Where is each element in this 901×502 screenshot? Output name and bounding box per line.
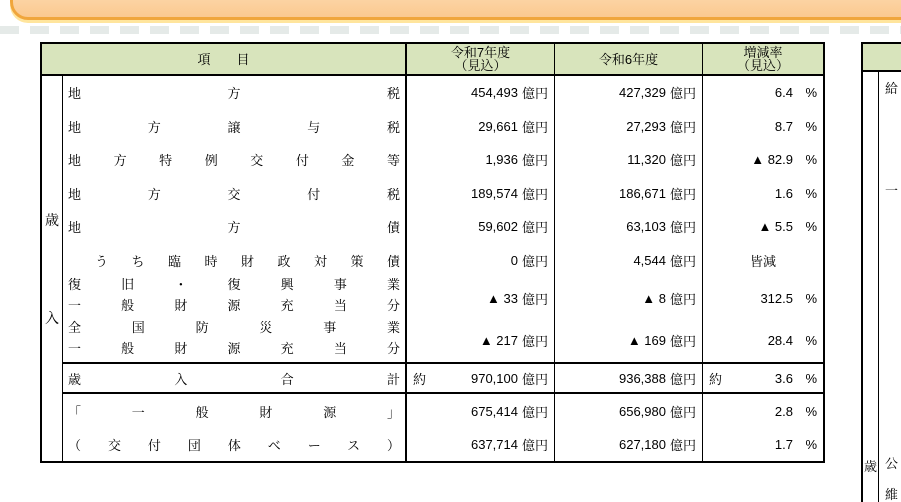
col-header-reiwa7: 令和7年度 （見込）	[407, 44, 555, 74]
title-banner	[10, 0, 901, 20]
item-label: うち臨時財政対策債	[95, 253, 400, 269]
value-r7: ▲ 217	[479, 333, 518, 349]
expenditure-item-maintenance: 維	[885, 487, 899, 502]
value-r6: 627,180	[618, 437, 666, 452]
value-r7: 675,414	[470, 403, 518, 419]
value-r7: ▲ 33	[487, 290, 518, 306]
value-r6: ▲ 169	[627, 333, 666, 349]
expenditure-item-salary: 給	[885, 81, 899, 96]
col-header-item-label: 項 目	[197, 51, 250, 67]
item-label: 地方譲与税	[68, 119, 400, 135]
item-label: （交付団体ベース）	[68, 438, 400, 453]
expenditure-item-general: 一	[885, 183, 899, 198]
item-label: 歳入合計	[68, 371, 400, 387]
value-r6: 4,544	[633, 252, 666, 268]
table-header-row	[42, 44, 823, 76]
col-header-rate: 増減率 （見込）	[736, 45, 789, 73]
value-r6: 427,329	[618, 85, 666, 101]
revenue-table	[40, 42, 825, 463]
approx-prefix: 約	[709, 371, 723, 387]
expenditure-header-cell	[863, 44, 901, 72]
value-rate: 1.6	[774, 185, 793, 201]
value-r7: 1,936	[485, 152, 518, 168]
value-r6: 656,980	[618, 403, 666, 419]
value-rate: 28.4	[767, 333, 793, 349]
value-r7: 454,493	[470, 85, 518, 101]
value-rate: 312.5	[760, 290, 793, 306]
value-r6: 63,103	[626, 219, 666, 235]
approx-prefix: 約	[413, 371, 427, 387]
value-rate: 3.6	[774, 370, 793, 386]
table-row-granted-entity-base: （交付団体ベース） 637,714 億円 627,180 億円 1.7 %	[63, 428, 823, 461]
value-r7: 637,714	[470, 437, 518, 452]
side-label-revenue: 歳 入	[42, 76, 63, 461]
table-row-temporary-fiscal-bonds: うち臨時財政対策債 0 億円 4,544 億円 皆減	[63, 244, 823, 278]
value-rate: ▲ 82.9	[751, 152, 793, 168]
col-header-item	[42, 44, 407, 74]
item-label-line2: 一般財源充当分	[68, 340, 400, 356]
table-row-local-allocation-tax: 地方交付税 189,574 億円 186,671 億円 1.6 %	[63, 177, 823, 211]
item-label: 「一般財源」	[68, 404, 400, 420]
value-r7: 29,661	[478, 118, 518, 134]
table-row-local-tax: 地方税 454,493 億円 427,329 億円 6.4 %	[63, 76, 823, 110]
value-r6: 186,671	[618, 185, 666, 201]
value-r7: 59,602	[478, 219, 518, 235]
side-label-expenditure: 歳	[863, 459, 877, 474]
decorative-dashes	[0, 26, 901, 34]
value-r6: 11,320	[627, 152, 666, 168]
item-label: 地方税	[68, 86, 400, 102]
value-r7: 189,574	[470, 185, 518, 201]
expenditure-table-partial	[861, 42, 901, 502]
item-label-line1: 全国防災事業	[68, 319, 400, 335]
table-rows	[63, 76, 823, 461]
table-row-revenue-total: 歳入合計 約 970,100 億円 936,388 億円 約 3.6 %	[63, 362, 823, 394]
col-header-reiwa6: 令和6年度	[555, 44, 703, 74]
value-r6: 936,388	[618, 370, 666, 386]
divider	[878, 72, 879, 502]
value-r6: ▲ 8	[642, 290, 666, 306]
table-row-general-revenue: 「一般財源」 675,414 億円 656,980 億円 2.8 %	[63, 394, 823, 428]
value-r7: 970,100	[470, 370, 518, 386]
table-row-reconstruction-projects: 復旧・復興事業 一般財源充当分 ▲ 33 億円 ▲ 8 億円 312.5 %	[63, 277, 823, 320]
value-r6: 27,293	[626, 118, 666, 134]
value-rate: 皆減	[749, 253, 776, 269]
item-label: 地方債	[68, 220, 400, 236]
table-row-local-bonds: 地方債 59,602 億円 63,103 億円 ▲ 5.5 %	[63, 210, 823, 244]
value-rate: 6.4	[774, 85, 793, 101]
item-label-line1: 復旧・復興事業	[68, 277, 400, 292]
value-rate: 1.7	[774, 437, 793, 452]
table-row-national-disaster-prevention: 全国防災事業 一般財源充当分 ▲ 217 億円 ▲ 169 億円 28.4 %	[63, 320, 823, 363]
table-body	[42, 76, 823, 461]
value-rate: 2.8	[774, 403, 793, 419]
item-label: 地方特例交付金等	[68, 153, 400, 169]
expenditure-item-debt-service: 公	[885, 456, 899, 471]
table-row-special-grants: 地方特例交付金等 1,936 億円 11,320 億円 ▲ 82.9 %	[63, 143, 823, 177]
table-row-local-transfer-tax: 地方譲与税 29,661 億円 27,293 億円 8.7 %	[63, 110, 823, 144]
value-r7: 0	[510, 252, 518, 268]
item-label-line2: 一般財源充当分	[68, 298, 400, 314]
value-rate: ▲ 5.5	[758, 219, 793, 235]
item-label: 地方交付税	[68, 186, 400, 202]
value-rate: 8.7	[774, 118, 793, 134]
